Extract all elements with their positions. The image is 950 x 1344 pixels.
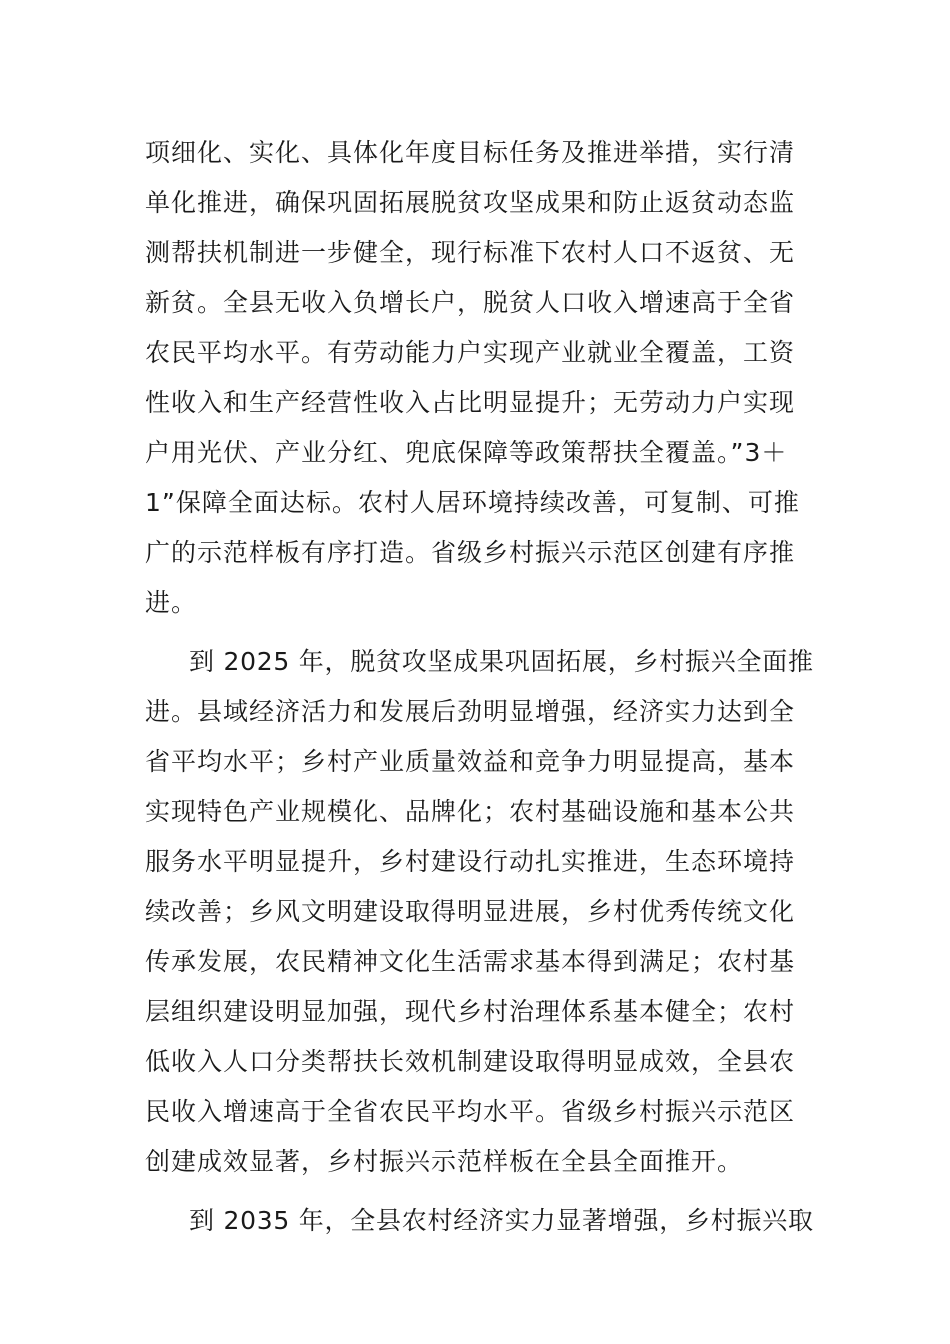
text-line: 低收入人口分类帮扶长效机制建设取得明显成效，全县农 [145, 1047, 796, 1076]
text-line: 单化推进，确保巩固拓展脱贫攻坚成果和防止返贫动态监 [145, 188, 796, 217]
text-line: 项细化、实化、具体化年度目标任务及推进举措，实行清 [145, 138, 796, 167]
text-line: 新贫。全县无收入负增长户，脱贫人口收入增速高于全省 [145, 288, 796, 317]
text-line: 户用光伏、产业分红、兜底保障等政策帮扶全覆盖。”3＋ [145, 438, 788, 467]
text-line: 传承发展，农民精神文化生活需求基本得到满足；农村基 [145, 947, 796, 976]
text-line: 进。 [145, 588, 198, 617]
text-line: 省平均水平；乡村产业质量效益和竞争力明显提高，基本 [145, 747, 796, 776]
text-line: 广的示范样板有序打造。省级乡村振兴示范区创建有序推 [145, 538, 796, 567]
text-line: 测帮扶机制进一步健全，现行标准下农村人口不返贫、无 [145, 238, 796, 267]
text-line: 民收入增速高于全省农民平均水平。省级乡村振兴示范区 [145, 1097, 796, 1126]
paragraph-spacer [145, 628, 815, 637]
paragraph-spacer [145, 1187, 815, 1196]
paragraph-2025-goals [145, 637, 815, 1187]
text-line: 实现特色产业规模化、品牌化；农村基础设施和基本公共 [145, 797, 796, 826]
text-line: 性收入和生产经营性收入占比明显提升；无劳动力户实现 [145, 388, 796, 417]
text-line: 农民平均水平。有劳动能力户实现产业就业全覆盖，工资 [145, 338, 796, 367]
text-line: 服务水平明显提升，乡村建设行动扎实推进，生态环境持 [145, 847, 796, 876]
text-line: 创建成效显著，乡村振兴示范样板在全县全面推开。 [145, 1147, 744, 1176]
text-line-first: 到 2025 年，脱贫攻坚成果巩固拓展，乡村振兴全面推 [189, 647, 814, 676]
paragraph-2035-goals [145, 1196, 815, 1246]
text-line: 层组织建设明显加强，现代乡村治理体系基本健全；农村 [145, 997, 796, 1026]
text-line: 进。县域经济活力和发展后劲明显增强，经济实力达到全 [145, 697, 796, 726]
text-line: 续改善；乡风文明建设取得明显进展，乡村优秀传统文化 [145, 897, 796, 926]
text-line: 1”保障全面达标。农村人居环境持续改善，可复制、可推 [145, 488, 800, 517]
paragraph-continued [145, 128, 815, 628]
text-line-first: 到 2035 年，全县农村经济实力显著增强，乡村振兴取 [189, 1206, 814, 1235]
document-body [145, 128, 815, 1246]
